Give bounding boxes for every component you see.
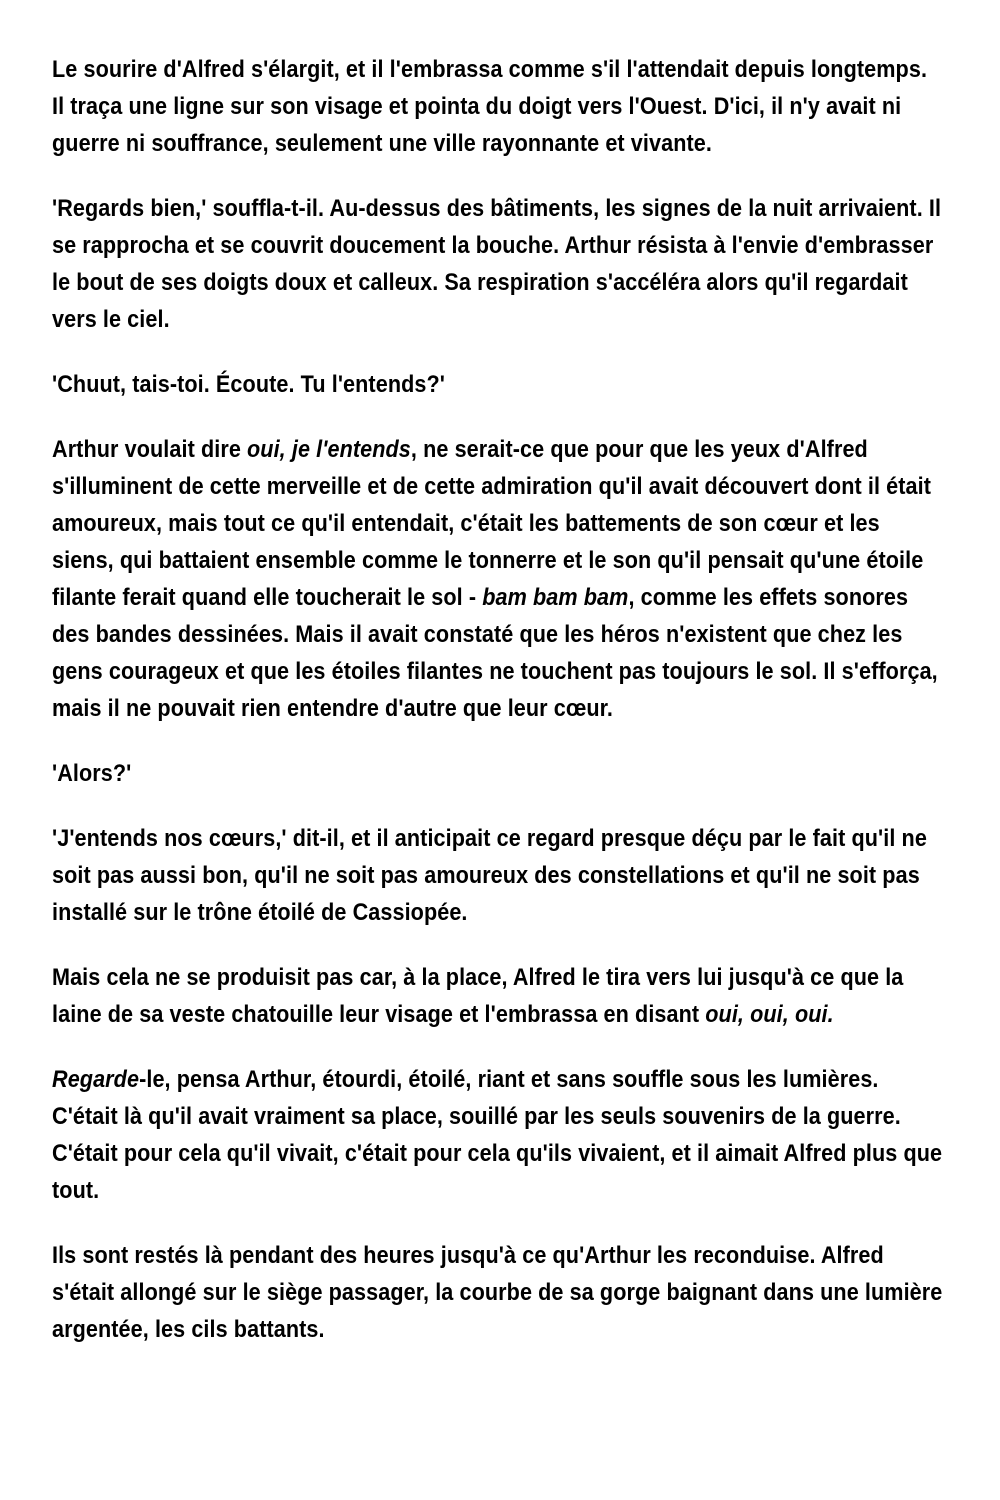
paragraph: [52, 820, 945, 931]
text-run: 'J'entends nos cœurs,' dit-il, et il anticipait ce regard presque déçu par le fait qu'il ne soit pas aussi bon, qu'il ne soit pas amoureux des constellations et qu'il ne soit pas installé sur le trône étoilé de Cassiopée.: [52, 825, 927, 926]
paragraph: [52, 959, 945, 1033]
text-run: 'Regards bien,' souffla-t-il. Au-dessus des bâtiments, les signes de la nuit arrivaient. Il se rapprocha et se couvrit doucement la bouche. Arthur résista à l'envie d'embrasser le bout de ses doigts doux et calleux. Sa respiration s'accéléra alors qu'il regardait vers le ciel.: [52, 195, 942, 333]
paragraph: [52, 366, 945, 403]
text-run: 'Alors?': [52, 760, 132, 787]
paragraph: [52, 1237, 945, 1348]
text-run: Le sourire d'Alfred s'élargit, et il l'embrassa comme s'il l'attendait depuis longtemps. Il traça une ligne sur son visage et pointa du doigt vers l'Ouest. D'ici, il n'y avait ni guerre ni souffrance, seulement une ville rayonnante et vivante.: [52, 56, 928, 157]
paragraph: [52, 190, 945, 338]
page-text: [52, 51, 945, 1348]
text-run: Ils sont restés là pendant des heures jusqu'à ce qu'Arthur les reconduise. Alfred s'était allongé sur le siège passager, la courbe de sa gorge baignant dans une lumière argentée, les cils battants.: [52, 1242, 943, 1343]
paragraph: [52, 431, 945, 727]
text-run-italic: Regarde: [52, 1066, 140, 1093]
text-run-italic: bam bam bam: [482, 584, 629, 611]
text-run: Arthur voulait dire: [52, 436, 248, 463]
text-run: -le, pensa Arthur, étourdi, étoilé, riant et sans souffle sous les lumières. C'était là qu'il avait vraiment sa place, souillé par les seuls souvenirs de la guerre. C'était pour cela qu'il vivait, c'était pour cela qu'ils vivaient, et il aimait Alfred plus que tout.: [52, 1066, 943, 1204]
text-run: , comme les effets sonores des bandes dessinées. Mais il avait constaté que les héros n'existent que chez les gens courageux et que les étoiles filantes ne touchent pas toujours le sol. Il s'efforça, mais il ne pouvait rien entendre d'autre que leur cœur.: [52, 584, 938, 722]
paragraph: [52, 1061, 945, 1209]
text-run-italic: oui, je l'entends: [247, 436, 411, 463]
paragraph: [52, 755, 945, 792]
text-run: Mais cela ne se produisit pas car, à la place, Alfred le tira vers lui jusqu'à ce que la laine de sa veste chatouille leur visage et l'embrassa en disant: [52, 964, 904, 1028]
paragraph: [52, 51, 945, 162]
text-run-italic: oui, oui, oui.: [705, 1001, 834, 1028]
text-run: 'Chuut, tais-toi. Écoute. Tu l'entends?': [52, 371, 446, 398]
text-run: , ne serait-ce que pour que les yeux d'Alfred s'illuminent de cette merveille et de cette admiration qu'il avait découvert dont il était amoureux, mais tout ce qu'il entendait, c'était les battements de son cœur et les siens, qui battaient ensemble comme le tonnerre et le son qu'il pensait qu'une étoile filante ferait quand elle toucherait le sol -: [52, 436, 932, 611]
